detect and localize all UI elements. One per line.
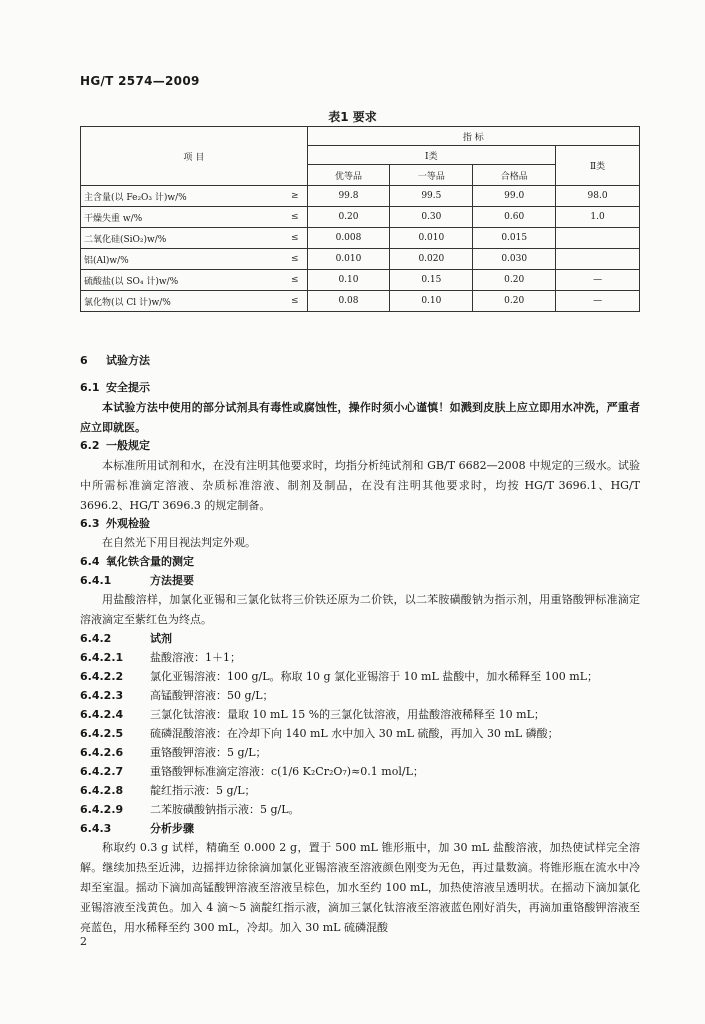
table-row (81, 270, 640, 291)
reagent-text: 高锰酸钾溶液：50 g/L； (150, 689, 274, 702)
row-name: 二氧化硅(SiO₂)w/% (81, 228, 284, 249)
reagent-text: 三氯化钛溶液：量取 10 mL 15 %的三氯化钛溶液，用盐酸溶液稀释至 10 mL； (150, 708, 545, 721)
row-value: 0.015 (473, 228, 556, 249)
grade-header: 一等品 (390, 165, 473, 186)
reagent-text: 硫磷混酸溶液：在冷却下向 140 mL 水中加入 30 mL 硫酸，再加入 30 mL 磷酸； (150, 727, 559, 740)
reagent-text: 重铬酸钾溶液：5 g/L； (150, 746, 267, 759)
section-6-3-heading (80, 515, 150, 531)
method-summary-paragraph: 用盐酸溶样，加氯化亚锡和三氯化钛将三价铁还原为二价铁，以二苯胺磺酸钠为指示剂，用重铬酸钾标准滴定溶液滴定至紫红色为终点。 (80, 593, 640, 626)
document-header: HG/T 2574—2009 (80, 74, 200, 88)
section-number: 6.2 (80, 439, 100, 452)
table-row (81, 291, 640, 312)
section-title: 分析步骤 (150, 822, 194, 835)
row-symbol: ≤ (283, 249, 307, 270)
reagent-number: 6.4.2.7 (80, 765, 124, 778)
table-row (81, 228, 640, 249)
row-value: 0.08 (307, 291, 390, 312)
reagent-item (80, 725, 559, 741)
reagent-item (80, 763, 424, 779)
requirements-table (80, 126, 640, 312)
appearance-paragraph: 在自然光下用目视法判定外观。 (102, 536, 256, 549)
row-value: 0.030 (473, 249, 556, 270)
row-value: 0.20 (473, 270, 556, 291)
safety-paragraph: 本试验方法中使用的部分试剂具有毒性或腐蚀性，操作时须小心谨慎！如溅到皮肤上应立即用水冲洗，严重者应立即就医。 (80, 401, 640, 434)
spec-header: 指 标 (307, 127, 639, 146)
row-value: 0.10 (390, 291, 473, 312)
row-value: 98.0 (556, 186, 640, 207)
row-symbol: ≤ (283, 270, 307, 291)
item-header: 项 目 (81, 127, 308, 186)
reagent-item (80, 801, 300, 817)
reagent-text: 二苯胺磺酸钠指示液：5 g/L。 (150, 803, 300, 816)
table-title: 表1 要求 (328, 110, 377, 124)
row-value: 0.020 (390, 249, 473, 270)
section-6-heading (80, 352, 150, 368)
row-value: 0.60 (473, 207, 556, 228)
procedure-paragraph: 称取约 0.3 g 试样，精确至 0.000 2 g，置于 500 mL 锥形瓶中，加 30 mL 盐酸溶液，加热使试样完全溶解。继续加热至近沸，边摇拌边徐徐滴加氯化亚锡溶液至溶液颜色刚变为无色，再过量数滴。将锥形瓶在流水中冷却至室温。摇动下滴加高锰酸钾溶液至溶液呈棕色，加水至约 100 mL，加热使溶液呈透明状。在摇动下滴加氯化亚锡溶液至浅黄色。加入 4 滴～5 滴靛红指示液，滴加三氯化钛溶液至溶液蓝色刚好消失，再滴加重铬酸钾溶液至亮蓝色，用水稀释至约 300 mL，冷却。加入 30 mL 硫磷混酸 (80, 841, 640, 934)
section-number: 6.4.3 (80, 822, 112, 835)
section-6-4-heading (80, 553, 194, 569)
row-value: 1.0 (556, 207, 640, 228)
row-value: 0.30 (390, 207, 473, 228)
row-name: 铝(Al)w/% (81, 249, 284, 270)
row-value: 0.010 (307, 249, 390, 270)
section-6-4-2-heading (80, 630, 172, 646)
section-number: 6 (80, 354, 88, 367)
reagent-number: 6.4.2.5 (80, 727, 124, 740)
reagent-number: 6.4.2.4 (80, 708, 124, 721)
section-title: 氧化铁含量的测定 (106, 555, 194, 568)
row-name: 硫酸盐(以 SO₄ 计)w/% (81, 270, 284, 291)
row-name: 主含量(以 Fe₂O₃ 计)w/% (81, 186, 284, 207)
row-value: 0.20 (307, 207, 390, 228)
reagent-number: 6.4.2.8 (80, 784, 124, 797)
row-name: 氯化物(以 Cl 计)w/% (81, 291, 284, 312)
reagent-text: 靛红指示液：5 g/L； (150, 784, 256, 797)
reagent-number: 6.4.2.9 (80, 803, 124, 816)
section-title: 方法提要 (150, 574, 194, 587)
section-number: 6.1 (80, 381, 100, 394)
row-value: 99.0 (473, 186, 556, 207)
section-title: 试剂 (150, 632, 172, 645)
section-6-1-heading (80, 379, 150, 395)
reagent-item (80, 668, 598, 684)
section-6-2-heading (80, 437, 150, 453)
reagent-item (80, 649, 241, 665)
class1-header: Ⅰ类 (307, 146, 556, 165)
reagent-number: 6.4.2.2 (80, 670, 124, 683)
section-6-4-1-heading (80, 572, 194, 588)
row-symbol: ≥ (283, 186, 307, 207)
reagent-item (80, 744, 267, 760)
section-title: 一般规定 (106, 439, 150, 452)
reagent-number: 6.4.2.1 (80, 651, 124, 664)
reagent-text: 盐酸溶液：1＋1； (150, 651, 241, 664)
row-value: 99.8 (307, 186, 390, 207)
row-value: 0.20 (473, 291, 556, 312)
section-number: 6.4 (80, 555, 100, 568)
general-rules-paragraph: 本标准所用试剂和水，在没有注明其他要求时，均指分析纯试剂和 GB/T 6682—2008 中规定的三级水。试验中所需标准滴定溶液、杂质标准溶液、制剂及制品，在没有注明其他要求时，均按 HG/T 3696.1、HG/T 3696.2、HG/T 3696.3 的规定制备。 (80, 459, 640, 512)
section-number: 6.4.1 (80, 574, 112, 587)
reagent-item (80, 706, 545, 722)
table-row (81, 186, 640, 207)
section-number: 6.3 (80, 517, 100, 530)
row-value: 0.15 (390, 270, 473, 291)
row-name: 干燥失重 w/% (81, 207, 284, 228)
row-value (556, 228, 640, 249)
row-value (556, 249, 640, 270)
page-number: 2 (80, 935, 87, 948)
row-value: — (556, 270, 640, 291)
section-number: 6.4.2 (80, 632, 112, 645)
grade-header: 合格品 (473, 165, 556, 186)
reagent-number: 6.4.2.6 (80, 746, 124, 759)
section-title: 安全提示 (106, 381, 150, 394)
section-6-4-3-heading (80, 820, 194, 836)
table-row (81, 249, 640, 270)
table-row (81, 207, 640, 228)
row-symbol: ≤ (283, 228, 307, 249)
reagent-text: 重铬酸钾标准滴定溶液：c(1/6 K₂Cr₂O₇)≈0.1 mol/L； (150, 765, 424, 778)
reagent-number: 6.4.2.3 (80, 689, 124, 702)
row-value: 0.10 (307, 270, 390, 291)
reagent-item (80, 782, 256, 798)
row-value: 0.008 (307, 228, 390, 249)
section-title: 外观检验 (106, 517, 150, 530)
row-value: — (556, 291, 640, 312)
class2-header: Ⅱ类 (556, 146, 640, 186)
row-symbol: ≤ (283, 291, 307, 312)
section-title: 试验方法 (106, 354, 150, 367)
row-value: 99.5 (390, 186, 473, 207)
grade-header: 优等品 (307, 165, 390, 186)
row-value: 0.010 (390, 228, 473, 249)
reagent-text: 氯化亚锡溶液：100 g/L。称取 10 g 氯化亚锡溶于 10 mL 盐酸中，加水稀释至 100 mL； (150, 670, 599, 683)
row-symbol: ≤ (283, 207, 307, 228)
reagent-item (80, 687, 274, 703)
